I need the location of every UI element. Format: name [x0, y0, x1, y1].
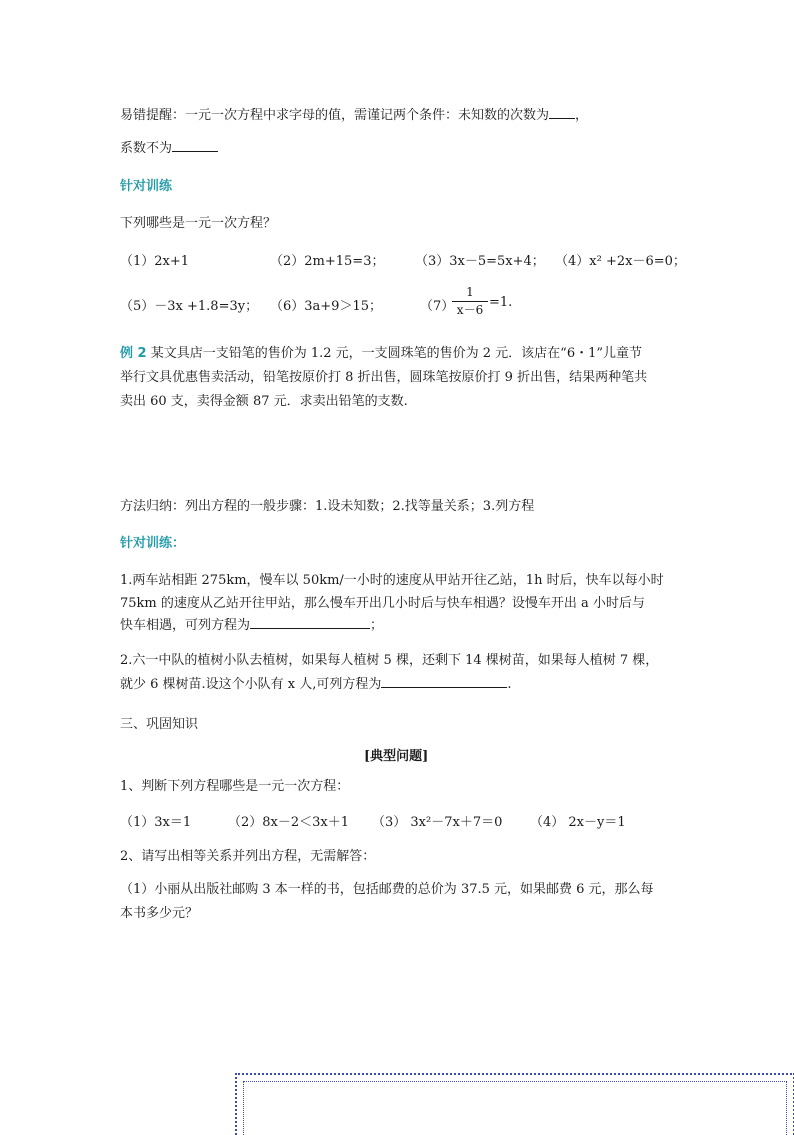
section-heading: 针对训练	[120, 179, 173, 194]
section-heading: 针对训练：	[120, 536, 186, 551]
option-item: （2）8x－2＜3x＋1	[228, 815, 350, 830]
option-item: （3） 3x²－7x＋7＝0	[372, 815, 503, 830]
option-item: （1）2x+1	[120, 254, 190, 269]
answer-blank[interactable]	[250, 616, 370, 629]
question-line: 本书多少元？	[120, 906, 199, 921]
example-text: 某文具店一支铅笔的售价为 1.2 元，一支圆珠笔的售价为 2 元．该店在“6・1”儿童节	[146, 346, 643, 361]
question-text: 2、请写出相等关系并列出方程，无需解答：	[120, 849, 376, 864]
fraction-tail: =1.	[489, 295, 513, 310]
method-summary: 方法归纳：列出方程的一般步骤：1.设未知数；2.找等量关系；3.列方程	[120, 499, 535, 514]
option-item: （3）3x－5=5x+4；	[415, 254, 545, 269]
option-item: （6）3a+9＞15；	[270, 299, 382, 314]
option-item: （2）2m+15=3；	[270, 254, 385, 269]
question-line	[120, 673, 512, 692]
hint-punct: ，	[575, 108, 589, 123]
question-punct: .	[507, 677, 512, 692]
answer-blank[interactable]	[381, 675, 507, 688]
example-line-2: 举行文具优惠售卖活动，铅笔按原价打 8 折出售，圆珠笔按原价打 9 折出售，结果两种笔共	[120, 370, 648, 385]
answer-blank[interactable]	[549, 106, 575, 119]
question-text: 下列哪些是一元一次方程？	[120, 216, 277, 231]
example-line-3: 卖出 60 支，卖得金额 87 元．求卖出铅笔的支数.	[120, 394, 408, 409]
hint-line-2	[120, 137, 218, 156]
hint-line-1	[120, 104, 588, 123]
section-subtitle: [典型问题]	[364, 749, 429, 764]
question-text: 快车相遇，可列方程为	[120, 618, 251, 633]
fraction-bar	[452, 301, 488, 302]
option-item: （4）x² +2x－6=0；	[555, 254, 686, 269]
question-line: 75km 的速度从乙站开往甲站，那么慢车开出几小时后与快车相遇？设慢车开出 a 小时后与	[120, 596, 645, 611]
example-line-1	[120, 342, 642, 361]
question-text: 1、判断下列方程哪些是一元一次方程：	[120, 779, 350, 794]
question-line: （1）小丽从出版社邮购 3 本一样的书，包括邮费的总价为 37.5 元，如果邮费 6 元，那么每	[120, 882, 654, 897]
option-item: （4） 2x－y＝1	[530, 815, 626, 830]
option-item: （7）	[420, 299, 455, 314]
question-line: 2.六一中队的植树小队去植树，如果每人植树 5 棵，还剩下 14 棵树苗，如果每人植树 7 棵，	[120, 653, 659, 668]
option-item: （5）－3x +1.8=3y；	[120, 299, 259, 314]
decorative-frame-inner	[243, 1081, 787, 1135]
question-line	[120, 614, 383, 633]
section-title: 三、巩固知识	[120, 717, 199, 732]
hint-text: 易错提醒：一元一次方程中求字母的值，需谨记两个条件：未知数的次数为	[120, 108, 550, 123]
fraction	[452, 285, 488, 318]
hint-text-2: 系数不为	[120, 141, 173, 156]
decorative-frame	[235, 1073, 794, 1135]
answer-blank[interactable]	[172, 139, 218, 152]
question-text: 就少 6 棵树苗.设这个小队有 x 人,可列方程为	[120, 677, 382, 692]
example-label: 例 2	[120, 346, 147, 361]
fraction-numerator: 1	[466, 285, 474, 299]
fraction-denominator: x－6	[456, 303, 484, 317]
option-item: （1）3x＝1	[120, 815, 192, 830]
question-punct: ；	[370, 618, 384, 633]
question-line: 1.两车站相距 275km，慢车以 50km/一小时的速度从甲站开往乙站，1h 时后，快车以每小时	[120, 573, 664, 588]
